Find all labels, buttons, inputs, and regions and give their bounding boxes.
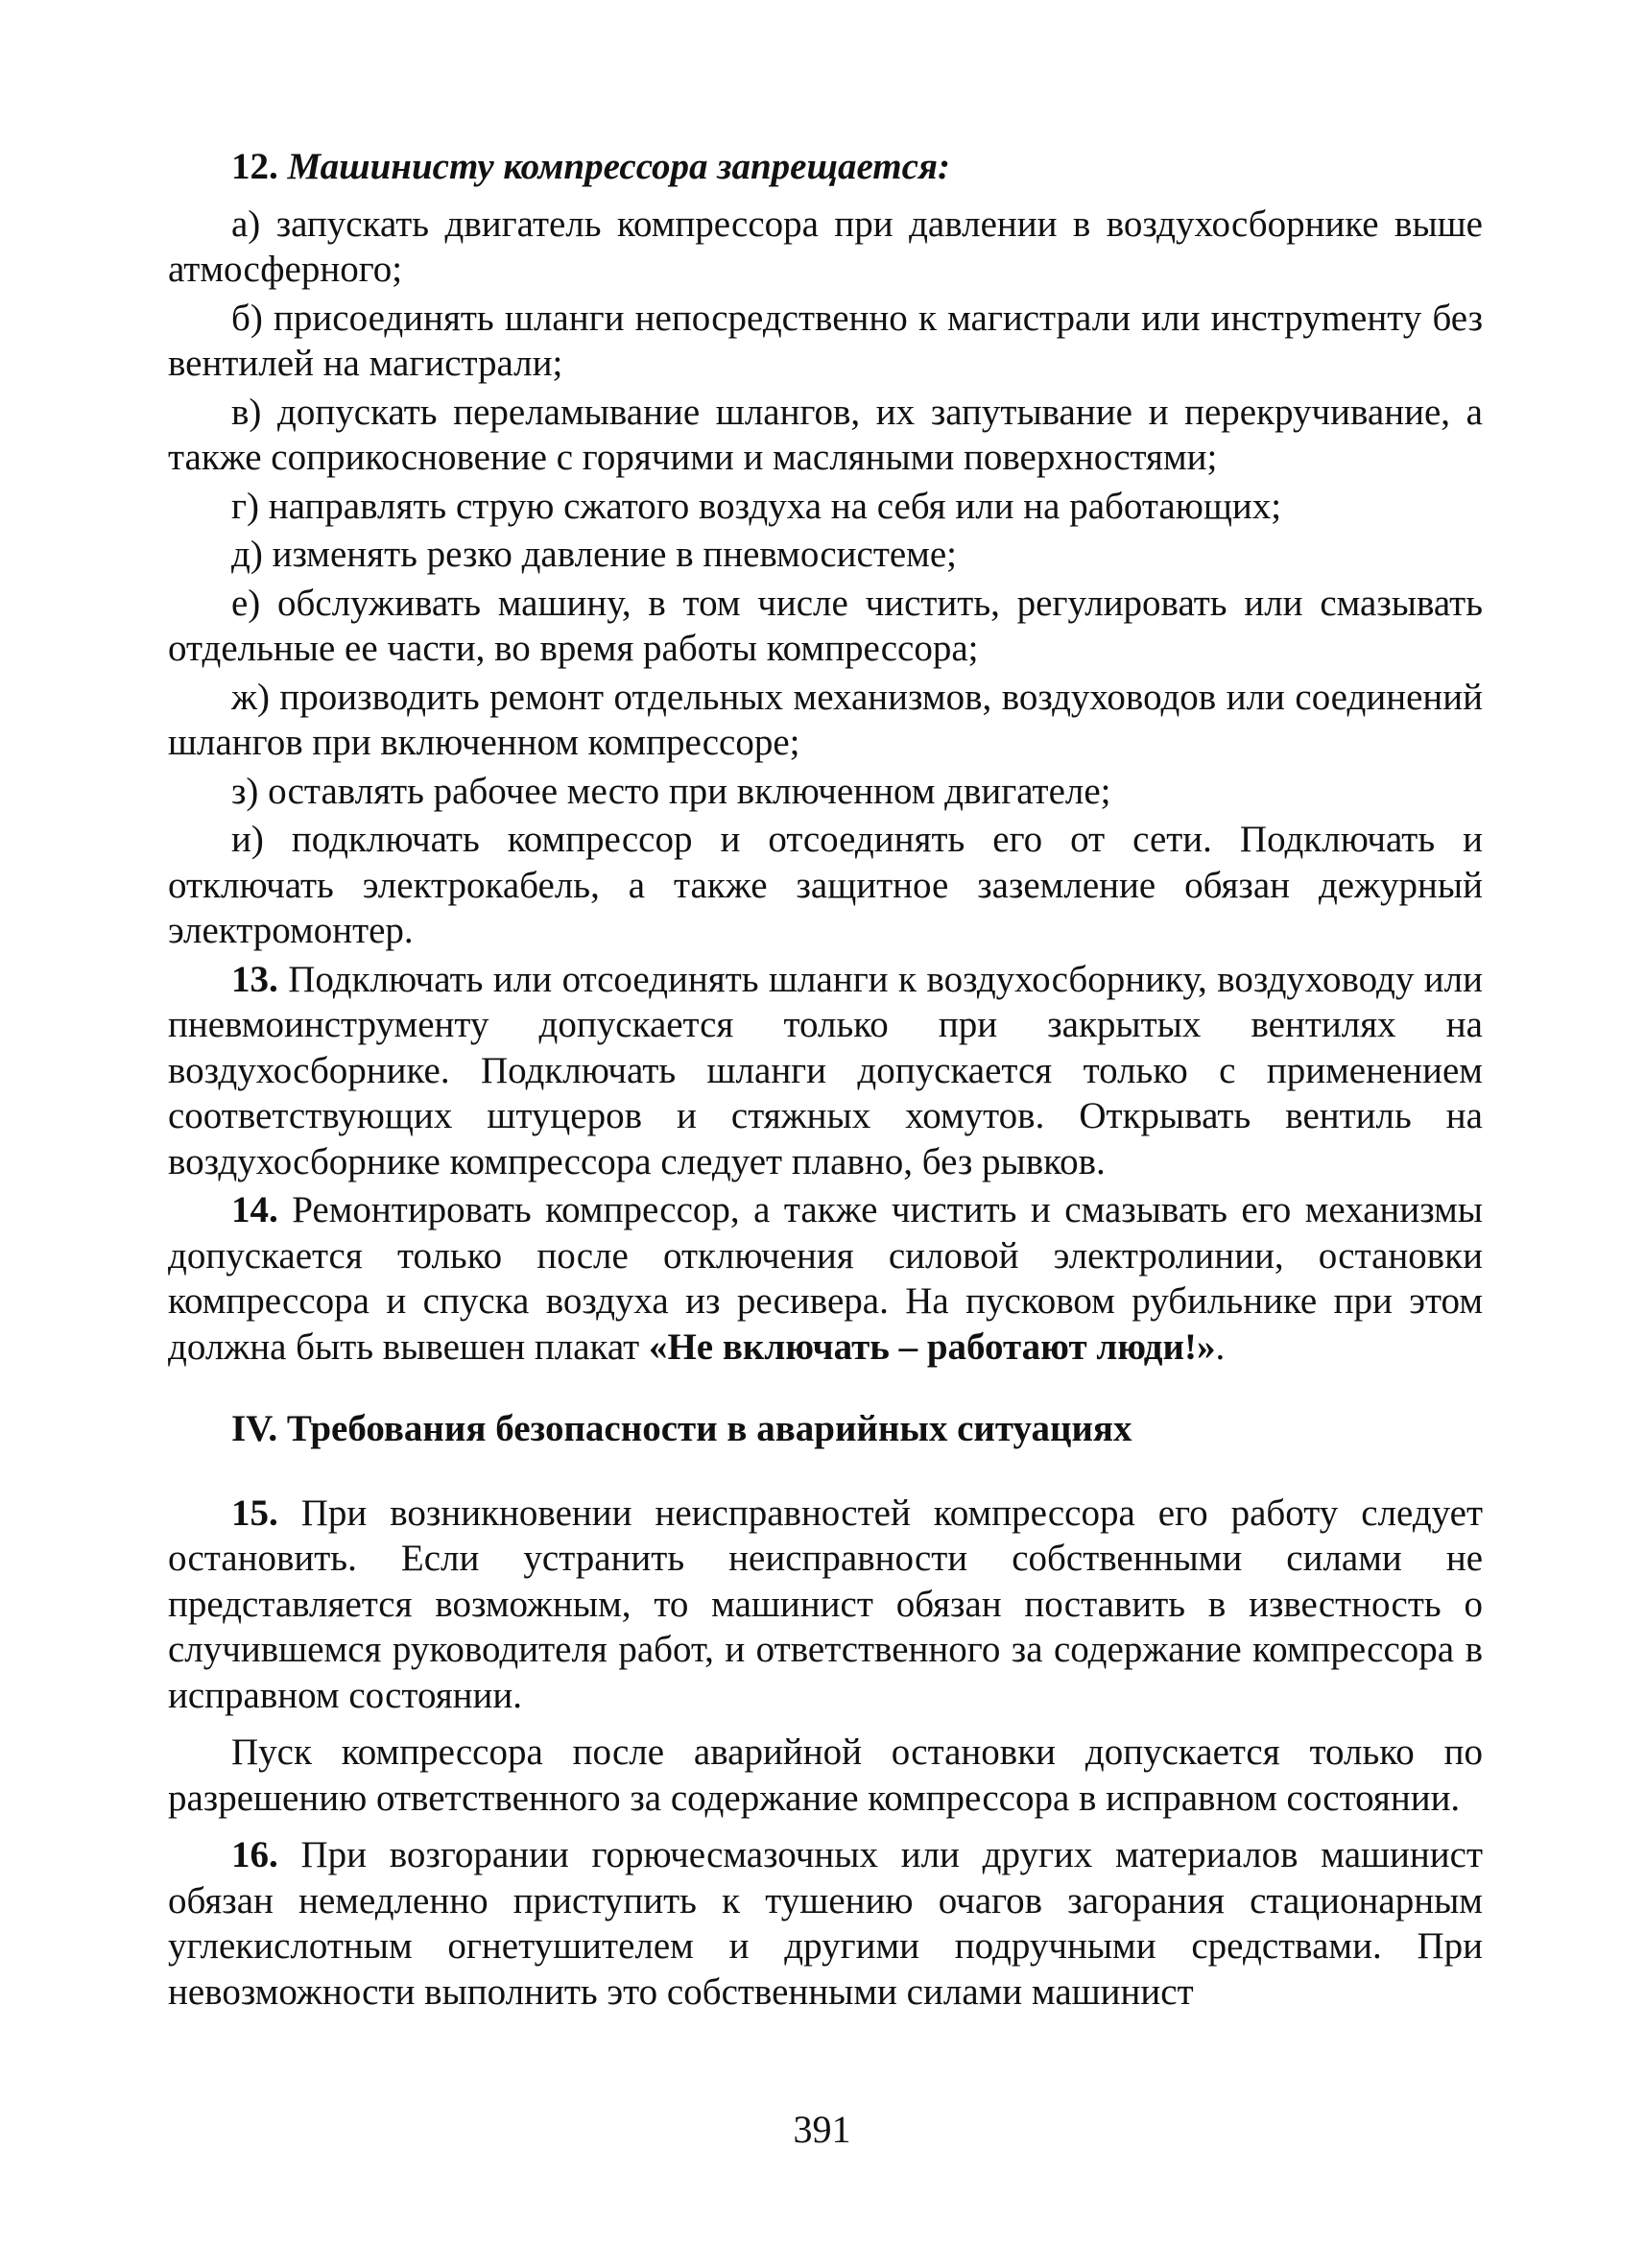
item-14: [168, 1187, 1483, 1370]
item-14-text: Ремонтировать компрессор, а также чистить и смазывать его механизмы допускается только после отключения силовой электролинии, остановки компрессора и спуска воздуха из ресивера. На пусковом рубильнике при этом должна быть вывешен плакат: [168, 1189, 1484, 1368]
item-13-number: 13.: [231, 958, 278, 1000]
item-12-d: д) изменять резко давление в пневмосистеме;: [231, 534, 958, 575]
item-14-end: .: [1215, 1325, 1226, 1368]
item-12-i: и) подключать компрессор и отсоединять его от сети. Подключать и отключать электрокабель, а также защитное заземление обязан дежурный электромонтер.: [168, 819, 1483, 951]
item-14-poster: «Не включать – работают люди!»: [648, 1325, 1216, 1368]
page-content: [168, 144, 1483, 2015]
item-15: [168, 1491, 1483, 1719]
item-15-continued: Пуск компрессора после аварийной остановки допускается только по разрешению ответственного за содержание компрессора в исправном состоянии.: [168, 1731, 1483, 1819]
item-12-heading: [168, 144, 1483, 190]
item-16-number: 16.: [231, 1834, 278, 1875]
item-12-e: е) обслуживать машину, в том числе чистить, регулировать или смазывать отдельные ее части, во время работы компрессора;: [168, 582, 1483, 669]
item-12-title: Машинисту компрессора запрещается:: [287, 146, 950, 187]
item-15-text: При возникновении неисправностей компрессора его работу следует остановить. Если устранить неисправности собственными силами не представляется возможным, то машинист обязан поставить в известность о случившемся руководителя работ, и ответственного за содержание компрессора в исправном состоянии.: [168, 1492, 1484, 1716]
item-15-number: 15.: [231, 1492, 278, 1534]
item-13: [168, 957, 1483, 1185]
section-4-title: IV. Требования безопасности в аварийных ситуациях: [231, 1408, 1132, 1449]
item-12-v: в) допускать переламывание шлангов, их запутывание и перекручивание, а также соприкосновение с горячими и масляными поверхностями;: [168, 391, 1483, 478]
item-12-zh: ж) производить ремонт отдельных механизмов, воздуховодов или соединений шлангов при включенном компрессоре;: [168, 676, 1483, 763]
item-13-text: Подключать или отсоединять шланги к воздухосборнику, воздуховоду или пневмоинструменту допускается только при закрытых вентилях на воздухосборнике. Подключать шланги допускается только с применением соответствующих штуцеров и стяжных хомутов. Открывать вентиль на воздухосборнике компрессора следует плавно, без рывков.: [168, 958, 1484, 1182]
item-12-g: г) направлять струю сжатого воздуха на себя или на работающих;: [231, 485, 1282, 527]
item-12-z: з) оставлять рабочее место при включенном двигателе;: [231, 770, 1111, 812]
page-number: 391: [793, 2108, 851, 2151]
item-12-b: б) присоединять шланги непосредственно к магистрали или инструmенту без вентилей на магистрали;: [168, 297, 1483, 384]
item-12-a: а) запускать двигатель компрессора при давлении в воздухосборнике выше атмосферного;: [168, 203, 1483, 290]
item-16: [168, 1832, 1483, 2015]
item-16-text: При возгорании горючесмазочных или других материалов машинист обязан немедленно приступить к тушению очагов загорания стационарным углекислотным огнетушителем и другими подручными средствами. При невозможности выполнить это собственными силами машинист: [168, 1834, 1484, 2013]
item-12-number: 12.: [231, 146, 278, 187]
item-14-number: 14.: [231, 1189, 278, 1230]
